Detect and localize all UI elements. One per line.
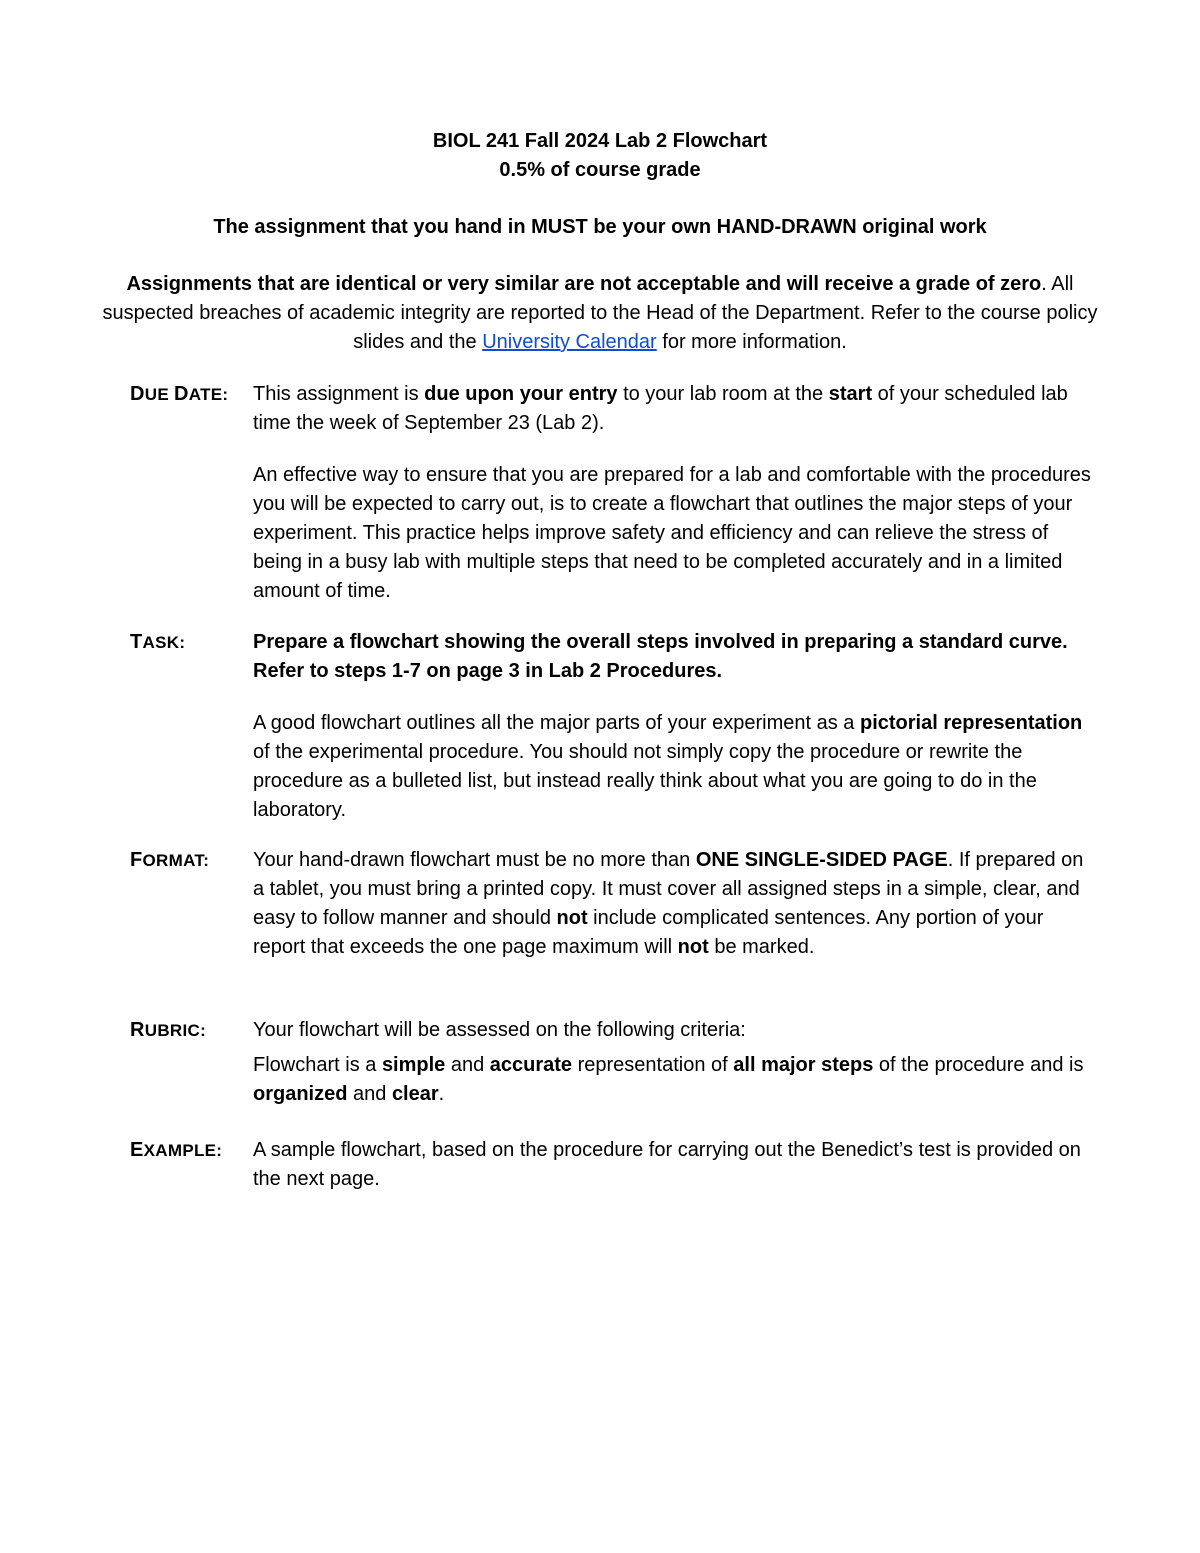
integrity-text-a: . All suspected breaches of academic integrity are reported to the Head of the Department. Refer to the course policy slides and the xyxy=(102,273,1098,353)
example-content xyxy=(253,1136,1093,1194)
task-content xyxy=(253,628,1093,825)
task-label: TASK: xyxy=(130,631,186,653)
integrity-bold-lead: Assignments that are identical or very similar are not acceptable and will receive a grade of zero xyxy=(126,273,1042,295)
flowchart-purpose-paragraph: An effective way to ensure that you are prepared for a lab and comfortable with the procedures you will be expected to carry out, is to create a flowchart that outlines the major steps of your experiment. This practice helps improve safety and efficiency and can relieve the stress of being in a busy lab with multiple steps that need to be completed accurately and in a limited amount of time. xyxy=(253,464,1091,602)
format-paragraph: Your hand-drawn flowchart must be no more than ONE SINGLE-SIDED PAGE. If prepared on a tablet, you must bring a printed copy. It must cover all assigned steps in a simple, clear, and easy to follow manner and should not include complicated sentences. Any portion of your report that exceeds the one page maximum will not be marked. xyxy=(253,849,1084,958)
rubric-content xyxy=(253,1016,1093,1109)
integrity-text-b: for more information. xyxy=(656,331,847,353)
example-label: EXAMPLE: xyxy=(130,1139,223,1161)
task-instruction: Prepare a flowchart showing the overall steps involved in preparing a standard curve. Refer to steps 1-7 on page 3 in Lab 2 Procedures. xyxy=(253,631,1068,682)
good-flowchart-paragraph: A good flowchart outlines all the major parts of your experiment as a pictorial representation of the experimental procedure. You should not simply copy the procedure or rewrite the procedure as a bulleted list, but instead really think about what you are going to do in the laboratory. xyxy=(253,712,1083,821)
format-content xyxy=(253,846,1093,962)
due-date-content xyxy=(253,380,1093,606)
format-label: FORMAT: xyxy=(130,849,210,871)
rubric-criteria: Flowchart is a simple and accurate representation of all major steps of the procedure and is organized and clear. xyxy=(253,1054,1084,1105)
rubric-label: RUBRIC: xyxy=(130,1019,207,1041)
academic-integrity-paragraph xyxy=(95,270,1105,357)
rubric-intro: Your flowchart will be assessed on the following criteria: xyxy=(253,1019,746,1041)
due-date-paragraph: This assignment is due upon your entry to your lab room at the start of your scheduled lab time the week of September 23 (Lab 2). xyxy=(253,383,1068,434)
document-title: BIOL 241 Fall 2024 Lab 2 Flowchart xyxy=(432,130,768,152)
document-header xyxy=(100,127,1100,185)
due-date-label: DUE DATE: xyxy=(130,383,229,405)
grade-weight: 0.5% of course grade xyxy=(499,159,701,181)
originality-notice: The assignment that you hand in MUST be your own HAND-DRAWN original work xyxy=(213,216,987,238)
university-calendar-link[interactable]: University Calendar xyxy=(482,331,657,353)
example-paragraph: A sample flowchart, based on the procedure for carrying out the Benedict’s test is provided on the next page. xyxy=(253,1139,1081,1190)
